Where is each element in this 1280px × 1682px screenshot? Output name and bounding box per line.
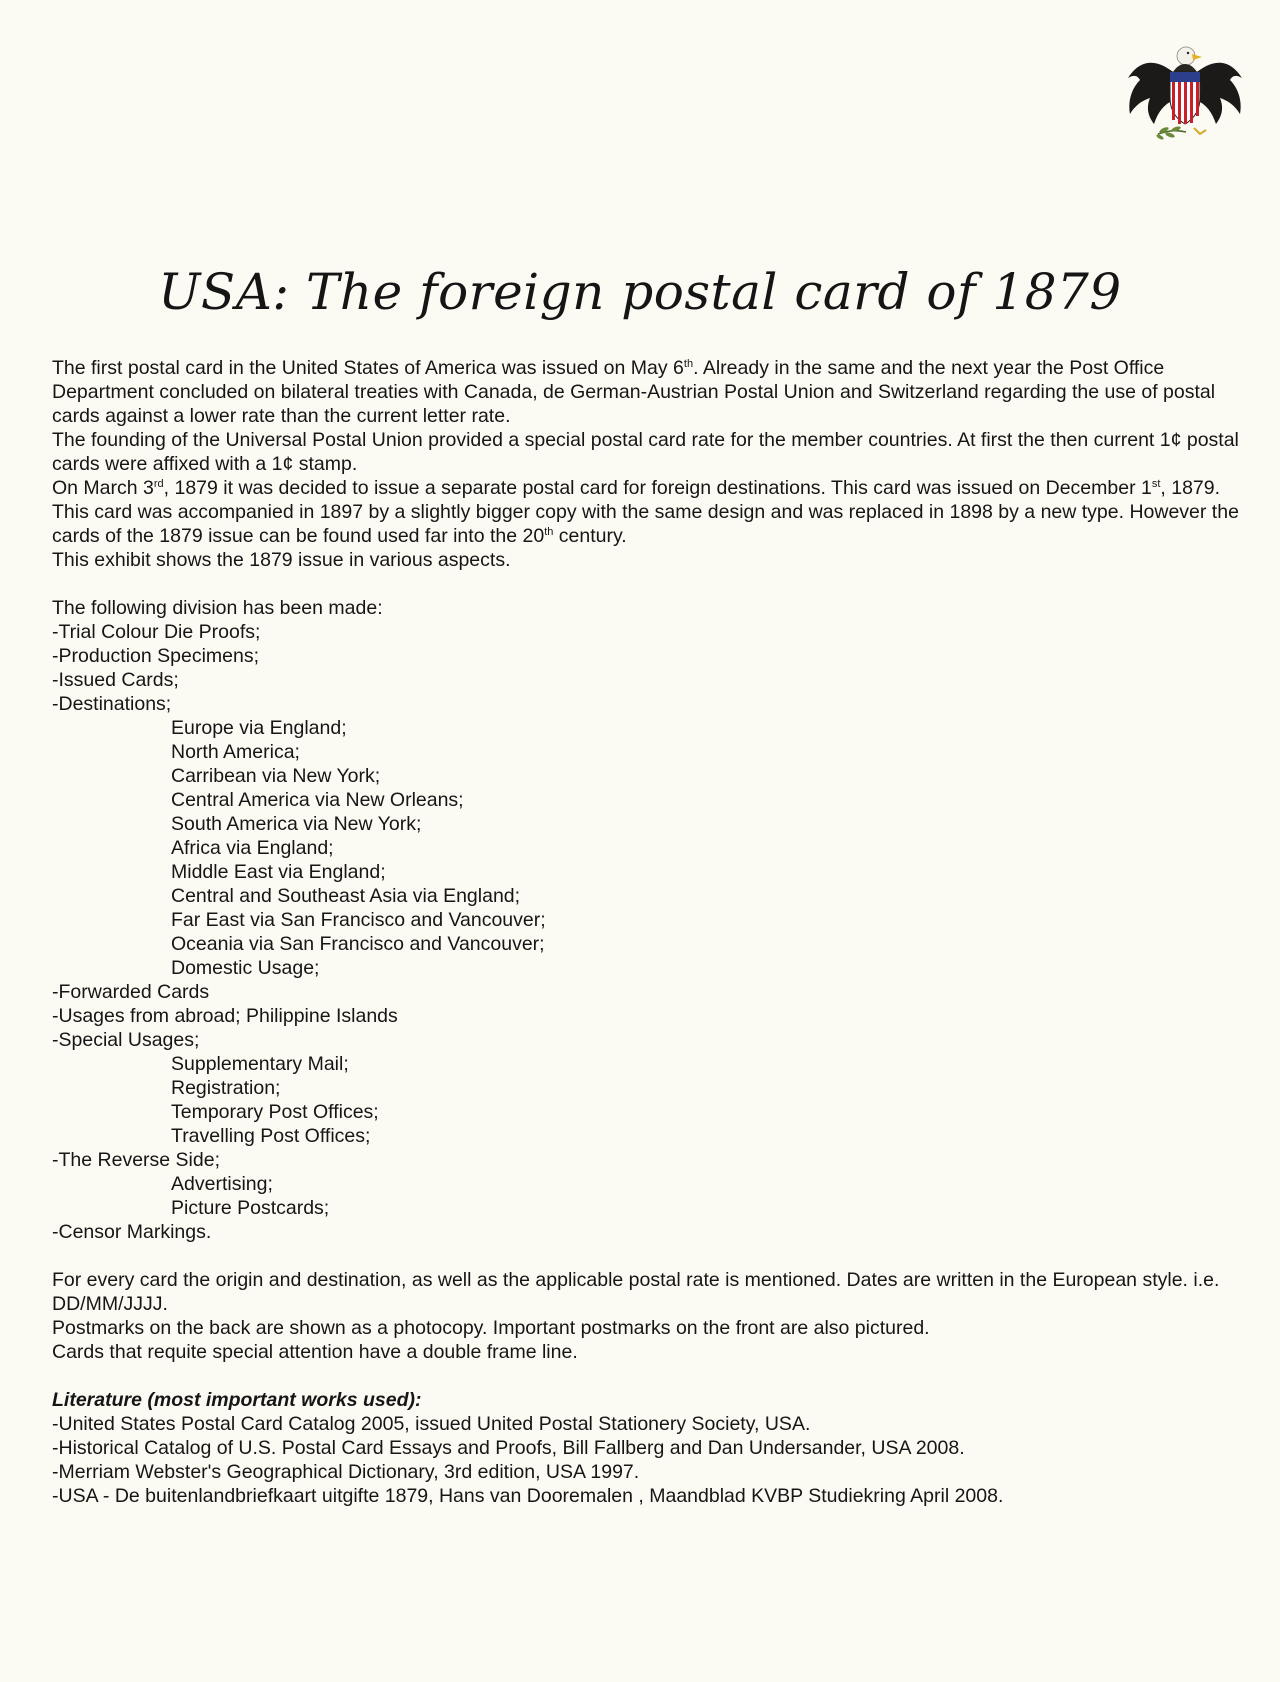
division-subitem: Far East via San Francisco and Vancouver; — [171, 909, 546, 931]
division-subitem: Domestic Usage; — [171, 957, 320, 979]
literature-item: -USA - De buitenlandbriefkaart uitgifte 1879, Hans van Dooremalen , Maandblad KVBP Studiekring April 2008. — [52, 1485, 1004, 1507]
division-subitem: Travelling Post Offices; — [171, 1125, 371, 1147]
note-paragraph: For every card the origin and destination, as well as the applicable postal rate is mentioned. Dates are written in the European style. i.e. DD/MM/JJJJ. — [52, 1269, 1220, 1315]
division-item: -Usages from abroad; Philippine Islands — [52, 1005, 398, 1027]
division-subitem: Picture Postcards; — [171, 1197, 330, 1219]
division-item: -Trial Colour Die Proofs; — [52, 621, 261, 643]
division-list — [52, 596, 1242, 1244]
division-item: -The Reverse Side; — [52, 1149, 220, 1171]
division-subitem: South America via New York; — [171, 813, 422, 835]
note-paragraph: Postmarks on the back are shown as a photocopy. Important postmarks on the front are also pictured. — [52, 1317, 930, 1339]
division-subitem: Registration; — [171, 1077, 281, 1099]
intro-paragraph: This exhibit shows the 1879 issue in various aspects. — [52, 549, 511, 571]
division-item: -Issued Cards; — [52, 669, 179, 691]
literature-item: -United States Postal Card Catalog 2005, issued United Postal Stationery Society, USA. — [52, 1413, 811, 1435]
division-subitem: North America; — [171, 741, 300, 763]
literature-item: -Historical Catalog of U.S. Postal Card Essays and Proofs, Bill Fallberg and Dan Undersander, USA 2008. — [52, 1437, 965, 1459]
intro-paragraph: The first postal card in the United States of America was issued on May 6th. Already in the same and the next year the Post Office Department concluded on bilateral treaties with Canada, de German-Austrian Postal Union and Switzerland regarding the use of postal cards against a lower rate than the current letter rate. — [52, 357, 1216, 427]
division-subitem: Europe via England; — [171, 717, 347, 739]
eagle-shield-icon — [1120, 38, 1250, 168]
division-subitem: Middle East via England; — [171, 861, 386, 883]
division-subitem: Advertising; — [171, 1173, 273, 1195]
literature-section — [52, 1388, 1242, 1508]
division-subitem: Africa via England; — [171, 837, 334, 859]
document-body — [52, 356, 1242, 1508]
literature-heading: Literature (most important works used): — [52, 1389, 422, 1411]
division-subitem: Carribean via New York; — [171, 765, 381, 787]
literature-item: -Merriam Webster's Geographical Dictionary, 3rd edition, USA 1997. — [52, 1461, 640, 1483]
note-paragraph: Cards that requite special attention have a double frame line. — [52, 1341, 578, 1363]
division-item: -Forwarded Cards — [52, 981, 210, 1003]
division-item: -Special Usages; — [52, 1029, 200, 1051]
intro-section — [52, 356, 1242, 572]
division-intro: The following division has been made: — [52, 597, 383, 619]
notes-section — [52, 1268, 1242, 1364]
division-item: -Production Specimens; — [52, 645, 260, 667]
page-title: USA: The foreign postal card of 1879 — [158, 263, 1122, 321]
division-item: -Censor Markings. — [52, 1221, 212, 1243]
division-subitem: Temporary Post Offices; — [171, 1101, 379, 1123]
intro-paragraph: The founding of the Universal Postal Union provided a special postal card rate for the member countries. At first the then current 1¢ postal cards were affixed with a 1¢ stamp. — [52, 429, 1239, 475]
division-item: -Destinations; — [52, 693, 172, 715]
division-subitem: Central America via New Orleans; — [171, 789, 464, 811]
division-subitem: Central and Southeast Asia via England; — [171, 885, 521, 907]
division-subitem: Supplementary Mail; — [171, 1053, 349, 1075]
division-subitem: Oceania via San Francisco and Vancouver; — [171, 933, 545, 955]
intro-paragraph: On March 3rd, 1879 it was decided to issue a separate postal card for foreign destinations. This card was issued on December 1st, 1879. This card was accompanied in 1897 by a slightly bigger copy with the same design and was replaced in 1898 by a new type. However the cards of the 1879 issue can be found used far into the 20th century. — [52, 477, 1239, 547]
